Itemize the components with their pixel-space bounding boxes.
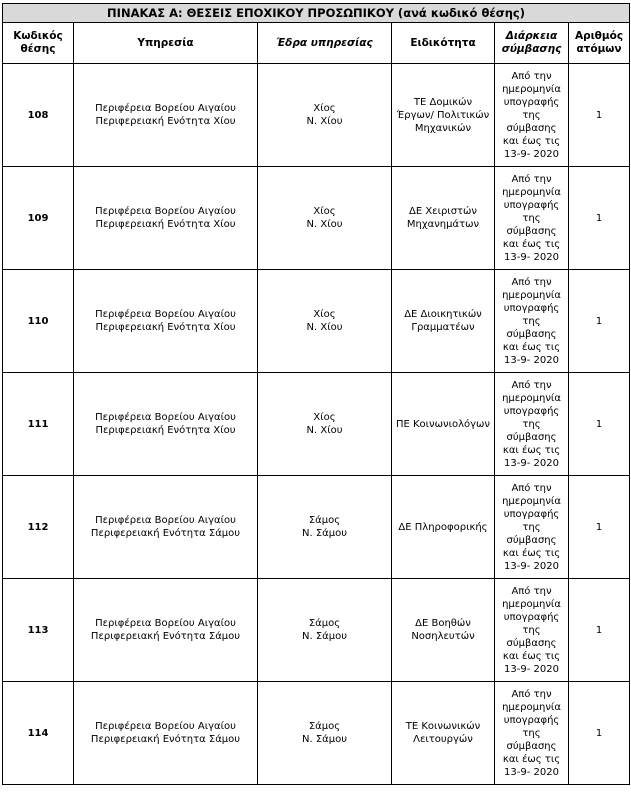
cell-duration-line: 13-9- 2020: [504, 560, 559, 572]
cell-duration-line: 13-9- 2020: [504, 457, 559, 469]
cell-duration-line: Από την: [511, 585, 552, 597]
cell-duration-line: ημερομηνία: [502, 598, 561, 610]
cell-duration-line: Από την: [511, 688, 552, 700]
cell-specialty-line: ΤΕ Κοινωνικών: [405, 721, 481, 732]
cell-duration-line: της: [522, 109, 541, 121]
cell-duration-line: ημερομηνία: [502, 495, 561, 507]
table-header-row: [3, 23, 630, 64]
table-row: [3, 682, 630, 785]
cell-seat-line: Ν. Σάμου: [301, 528, 347, 539]
cell-code: 113: [3, 579, 74, 682]
header-seat: [258, 23, 392, 64]
table-row: [3, 270, 630, 373]
cell-specialty-line: ΔΕ Χειριστών: [408, 206, 478, 217]
cell-service-line: Περιφερειακή Ενότητα Χίου: [95, 425, 236, 436]
cell-specialty-line: Γραμματέων: [411, 322, 475, 333]
header-service: [74, 23, 258, 64]
cell-seat-line: Ν. Σάμου: [301, 631, 347, 642]
cell-duration-line: σύμβασης: [506, 225, 557, 237]
cell-specialty-line: ΔΕ Βοηθών: [415, 618, 471, 629]
cell-specialty-line: ΠΕ Κοινωνιολόγων: [395, 418, 491, 430]
cell-duration: [495, 373, 569, 476]
cell-duration-line: ημερομηνία: [502, 392, 561, 404]
cell-seat: [258, 682, 392, 785]
cell-specialty-line: Έργων/ Πολιτικών: [396, 109, 490, 121]
cell-service: [74, 579, 258, 682]
header-code-line: θέσης: [20, 43, 56, 55]
cell-duration-line: ημερομηνία: [502, 83, 561, 95]
cell-duration-line: Από την: [511, 482, 552, 494]
cell-duration-line: Από την: [511, 379, 552, 391]
header-duration-line: Διάρκεια: [505, 30, 558, 42]
cell-service-line: Περιφέρεια Βορείου Αιγαίου: [95, 721, 236, 732]
cell-duration-line: σύμβασης: [506, 740, 557, 752]
cell-seat-line: Χίος: [313, 412, 336, 423]
cell-duration: [495, 682, 569, 785]
table-title: ΠΙΝΑΚΑΣ Α: ΘΕΣΕΙΣ ΕΠΟΧΙΚΟΥ ΠΡΟΣΩΠΙΚΟΥ (ανά κωδικό θέσης): [3, 4, 630, 23]
cell-seat-line: Ν. Χίου: [306, 425, 343, 436]
cell-duration-line: και έως τις: [502, 341, 561, 353]
cell-duration-line: ημερομηνία: [502, 701, 561, 713]
cell-duration-line: 13-9- 2020: [504, 663, 559, 675]
header-code-line: Κωδικός: [13, 30, 63, 42]
cell-service-line: Περιφέρεια Βορείου Αιγαίου: [95, 515, 236, 526]
cell-persons: 1: [569, 476, 630, 579]
header-persons-line: ατόμων: [576, 43, 622, 55]
cell-specialty-line: Μηχανημάτων: [406, 219, 480, 230]
cell-seat-line: Σάμος: [308, 618, 341, 629]
cell-duration-line: υπογραφής: [503, 714, 560, 726]
cell-seat: [258, 579, 392, 682]
table-row: [3, 167, 630, 270]
cell-duration-line: Από την: [511, 70, 552, 82]
cell-duration-line: 13-9- 2020: [504, 766, 559, 778]
cell-duration-line: υπογραφής: [503, 199, 560, 211]
cell-seat: [258, 270, 392, 373]
cell-duration-line: 13-9- 2020: [504, 251, 559, 263]
cell-duration: [495, 476, 569, 579]
cell-duration-line: και έως τις: [502, 135, 561, 147]
cell-duration-line: και έως τις: [502, 547, 561, 559]
cell-service: [74, 167, 258, 270]
cell-service: [74, 373, 258, 476]
cell-duration-line: σύμβασης: [506, 637, 557, 649]
cell-specialty: [392, 476, 495, 579]
cell-seat-line: Ν. Χίου: [306, 219, 343, 230]
cell-specialty-line: Μηχανικών: [414, 122, 472, 134]
cell-duration-line: και έως τις: [502, 753, 561, 765]
cell-duration-line: Από την: [511, 173, 552, 185]
header-duration-line: σύμβασης: [501, 43, 562, 55]
cell-service-line: Περιφέρεια Βορείου Αιγαίου: [95, 206, 236, 217]
header-specialty: [392, 23, 495, 64]
cell-seat-line: Χίος: [313, 103, 336, 114]
cell-duration-line: υπογραφής: [503, 611, 560, 623]
table-row: [3, 64, 630, 167]
cell-service-line: Περιφερειακή Ενότητα Χίου: [95, 322, 236, 333]
cell-specialty: [392, 579, 495, 682]
cell-service-line: Περιφερειακή Ενότητα Σάμου: [90, 734, 241, 745]
cell-service-line: Περιφέρεια Βορείου Αιγαίου: [95, 618, 236, 629]
cell-duration-line: σύμβασης: [506, 122, 557, 134]
cell-duration-line: 13-9- 2020: [504, 148, 559, 160]
cell-service-line: Περιφερειακή Ενότητα Χίου: [95, 219, 236, 230]
cell-code: 108: [3, 64, 74, 167]
cell-duration-line: ημερομηνία: [502, 289, 561, 301]
cell-service-line: Περιφέρεια Βορείου Αιγαίου: [95, 309, 236, 320]
header-code: [3, 23, 74, 64]
cell-duration-line: σύμβασης: [506, 534, 557, 546]
header-seat-line: Έδρα υπηρεσίας: [276, 36, 373, 49]
cell-seat-line: Ν. Σάμου: [301, 734, 347, 745]
cell-service: [74, 64, 258, 167]
table-row: [3, 373, 630, 476]
header-service-line: Υπηρεσία: [137, 36, 194, 49]
cell-duration: [495, 167, 569, 270]
cell-duration-line: της: [522, 727, 541, 739]
cell-service-line: Περιφέρεια Βορείου Αιγαίου: [95, 412, 236, 423]
table-body: [3, 64, 630, 785]
cell-persons: 1: [569, 373, 630, 476]
cell-duration: [495, 270, 569, 373]
cell-code: 112: [3, 476, 74, 579]
cell-seat: [258, 476, 392, 579]
cell-specialty-line: Νοσηλευτών: [411, 631, 475, 642]
cell-duration-line: ημερομηνία: [502, 186, 561, 198]
cell-specialty-line: ΔΕ Διοικητικών: [404, 309, 482, 320]
header-specialty-line: Ειδικότητα: [410, 36, 476, 49]
cell-seat-line: Ν. Χίου: [306, 322, 343, 333]
cell-duration: [495, 579, 569, 682]
cell-service-line: Περιφέρεια Βορείου Αιγαίου: [95, 103, 236, 114]
cell-specialty-line: ΔΕ Πληροφορικής: [398, 521, 488, 533]
cell-specialty-line: ΤΕ Δομικών: [413, 96, 473, 108]
cell-specialty-line: Λειτουργών: [413, 734, 473, 745]
cell-duration-line: της: [522, 521, 541, 533]
cell-specialty: [392, 373, 495, 476]
cell-service-line: Περιφερειακή Ενότητα Χίου: [95, 116, 236, 127]
cell-service-line: Περιφερειακή Ενότητα Σάμου: [90, 631, 241, 642]
cell-duration-line: υπογραφής: [503, 302, 560, 314]
cell-specialty: [392, 64, 495, 167]
cell-persons: 1: [569, 167, 630, 270]
cell-service: [74, 476, 258, 579]
table-row: [3, 579, 630, 682]
cell-duration-line: της: [522, 624, 541, 636]
cell-duration-line: υπογραφής: [503, 508, 560, 520]
cell-seat-line: Χίος: [313, 309, 336, 320]
cell-seat-line: Ν. Χίου: [306, 116, 343, 127]
cell-duration-line: 13-9- 2020: [504, 354, 559, 366]
table-title-row: [3, 4, 630, 23]
cell-duration-line: της: [522, 212, 541, 224]
cell-duration-line: σύμβασης: [506, 328, 557, 340]
header-persons: [569, 23, 630, 64]
cell-seat-line: Σάμος: [308, 721, 341, 732]
cell-persons: 1: [569, 579, 630, 682]
cell-specialty: [392, 167, 495, 270]
header-duration: [495, 23, 569, 64]
cell-duration-line: και έως τις: [502, 238, 561, 250]
positions-table: [2, 3, 630, 785]
cell-seat: [258, 64, 392, 167]
cell-duration-line: σύμβασης: [506, 431, 557, 443]
cell-persons: 1: [569, 64, 630, 167]
table-row: [3, 476, 630, 579]
cell-persons: 1: [569, 270, 630, 373]
cell-duration-line: της: [522, 315, 541, 327]
cell-specialty: [392, 682, 495, 785]
cell-service: [74, 270, 258, 373]
cell-seat: [258, 167, 392, 270]
cell-seat-line: Χίος: [313, 206, 336, 217]
cell-code: 109: [3, 167, 74, 270]
cell-duration: [495, 64, 569, 167]
cell-duration-line: και έως τις: [502, 650, 561, 662]
cell-service: [74, 682, 258, 785]
cell-persons: 1: [569, 682, 630, 785]
header-persons-line: Αριθμός: [574, 30, 624, 42]
cell-code: 110: [3, 270, 74, 373]
cell-duration-line: υπογραφής: [503, 405, 560, 417]
cell-code: 114: [3, 682, 74, 785]
cell-duration-line: υπογραφής: [503, 96, 560, 108]
cell-seat-line: Σάμος: [308, 515, 341, 526]
cell-service-line: Περιφερειακή Ενότητα Σάμου: [90, 528, 241, 539]
cell-duration-line: και έως τις: [502, 444, 561, 456]
cell-code: 111: [3, 373, 74, 476]
cell-duration-line: Από την: [511, 276, 552, 288]
cell-seat: [258, 373, 392, 476]
cell-specialty: [392, 270, 495, 373]
cell-duration-line: της: [522, 418, 541, 430]
